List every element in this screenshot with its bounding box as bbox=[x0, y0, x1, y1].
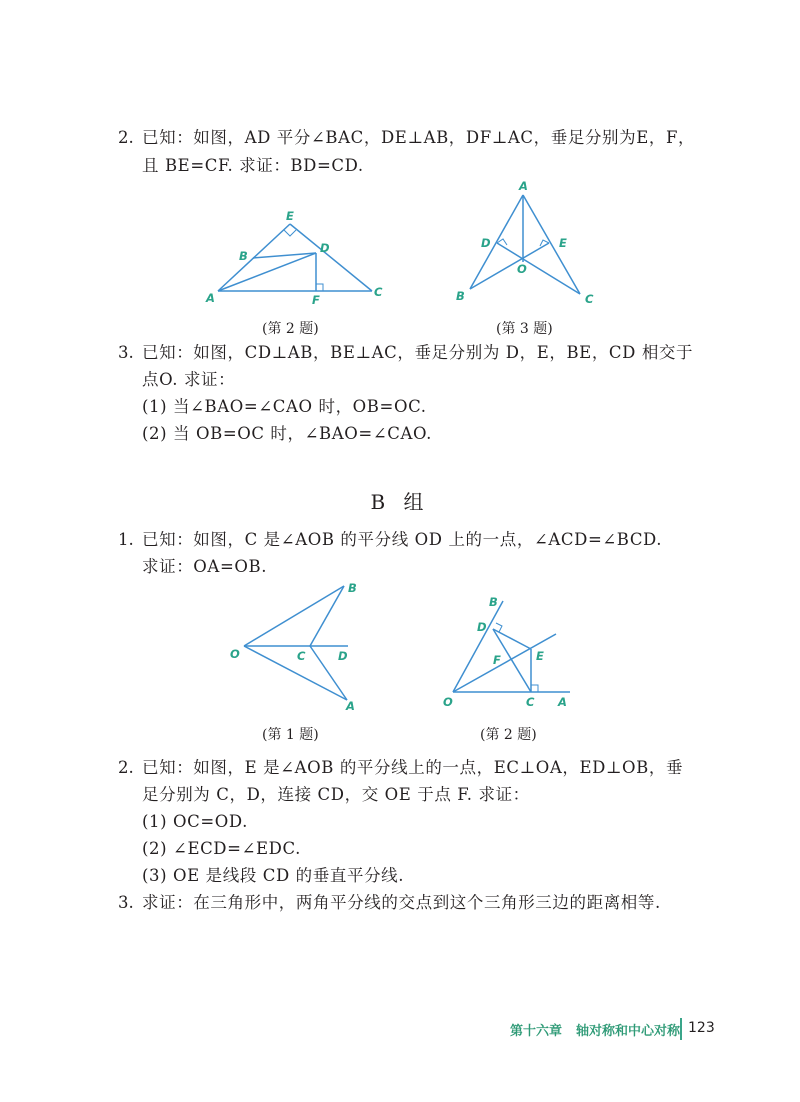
fig-a2-label-b: B bbox=[239, 249, 248, 263]
fig-a2-label-d: D bbox=[320, 241, 330, 255]
figure-caption: (第 2 题) bbox=[480, 727, 537, 743]
fig-a3-label-b: B bbox=[456, 289, 465, 303]
problem-number: 3. bbox=[118, 343, 134, 362]
problem-text: 已知：如图，CD⊥AB，BE⊥AC，垂足分别为 D，E，BE，CD 相交于 bbox=[142, 343, 694, 362]
fig-b2-label-o: O bbox=[443, 695, 453, 709]
fig-b2-label-a: A bbox=[558, 695, 567, 709]
fig-a3-label-e: E bbox=[559, 236, 567, 250]
figure-caption: (第 2 题) bbox=[262, 321, 319, 337]
fig-a3-label-c: C bbox=[585, 292, 594, 306]
sub-question: (3) OE 是线段 CD 的垂直平分线. bbox=[142, 866, 405, 885]
problem-text: 已知：如图，C 是∠AOB 的平分线 OD 上的一点，∠ACD=∠BCD. bbox=[142, 530, 663, 549]
fig-b1-line-ob bbox=[244, 586, 344, 646]
fig-b1-label-c: C bbox=[297, 649, 306, 663]
problem-text: 点O. 求证： bbox=[142, 370, 236, 389]
fig-b1-line-oa bbox=[244, 646, 347, 700]
problem-number: 3. bbox=[118, 893, 134, 912]
fig-a2-label-c: C bbox=[374, 285, 383, 299]
page-number: 123 bbox=[688, 1020, 715, 1036]
problem-number: 1. bbox=[118, 530, 134, 549]
fig-a3-label-a: A bbox=[519, 179, 528, 193]
fig-b2-label-c: C bbox=[526, 695, 535, 709]
fig-b2-right-angle-c bbox=[531, 685, 538, 692]
fig-a2-label-e: E bbox=[286, 209, 294, 223]
footer-chapter: 第十六章 bbox=[510, 1024, 563, 1039]
fig-b2-label-e: E bbox=[536, 649, 544, 663]
problem-number: 2. bbox=[118, 758, 134, 777]
sub-question: (2) ∠ECD=∠EDC. bbox=[142, 839, 301, 858]
footer-chapter-title: 轴对称和中心对称 bbox=[576, 1024, 681, 1039]
fig-b2-label-b: B bbox=[489, 595, 498, 609]
fig-b1-label-b: B bbox=[348, 581, 357, 595]
fig-b1-line-bc bbox=[310, 586, 344, 646]
fig-a3-label-o: O bbox=[517, 262, 527, 276]
section-heading: B 组 bbox=[370, 490, 430, 514]
sub-question: (1) 当∠BAO=∠CAO 时，OB=OC. bbox=[142, 397, 427, 416]
fig-a2-label-f: F bbox=[312, 293, 320, 307]
sub-question: (1) OC=OD. bbox=[142, 812, 249, 831]
fig-a2-label-a: A bbox=[206, 291, 215, 305]
problem-text: 已知：如图，AD 平分∠BAC，DE⊥AB，DF⊥AC，垂足分别为E，F， bbox=[142, 128, 696, 147]
problem-text: 且 BE=CF. 求证：BD=CD. bbox=[142, 156, 364, 175]
problem-text: 求证：在三角形中，两角平分线的交点到这个三角形三边的距离相等. bbox=[142, 893, 661, 912]
problem-text: 已知：如图，E 是∠AOB 的平分线上的一点，EC⊥OA，ED⊥OB，垂 bbox=[142, 758, 684, 777]
problem-text: 足分别为 C，D，连接 CD，交 OE 于点 F. 求证： bbox=[142, 785, 530, 804]
problem-number: 2. bbox=[118, 128, 134, 147]
fig-a3-label-d: D bbox=[481, 236, 491, 250]
problem-text: 求证：OA=OB. bbox=[142, 557, 268, 576]
fig-b2-label-d: D bbox=[477, 620, 487, 634]
footer-divider bbox=[680, 1018, 682, 1040]
fig-b2-label-f: F bbox=[493, 653, 501, 667]
fig-b1-label-a: A bbox=[346, 699, 355, 713]
figure-caption: (第 1 题) bbox=[262, 727, 319, 743]
figure-caption: (第 3 题) bbox=[496, 321, 553, 337]
fig-b1-label-d: D bbox=[338, 649, 348, 663]
fig-b1-label-o: O bbox=[230, 647, 240, 661]
sub-question: (2) 当 OB=OC 时，∠BAO=∠CAO. bbox=[142, 424, 433, 443]
